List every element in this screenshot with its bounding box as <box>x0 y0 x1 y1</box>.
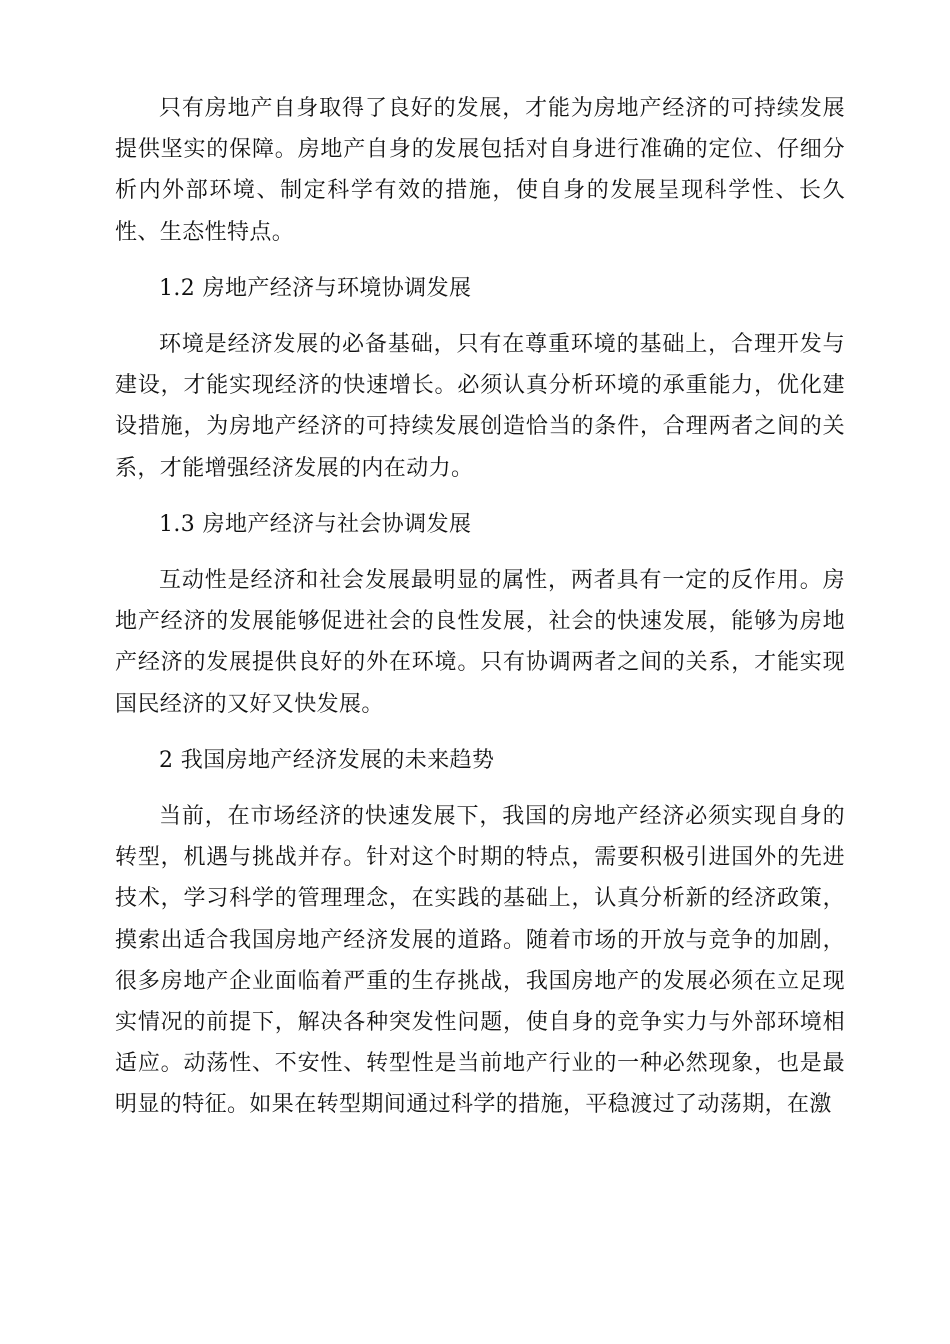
paragraph-society: 互动性是经济和社会发展最明显的属性，两者具有一定的反作用。房地产经济的发展能够促进社会的良性发展，社会的快速发展，能够为房地产经济的发展提供良好的外在环境。只有协调两者之间的关系，才能实现国民经济的又好又快发展。 <box>115 568 845 717</box>
document-body <box>115 88 845 1141</box>
section-heading-1-2: 1.2 房地产经济与环境协调发展 <box>159 275 472 301</box>
paragraph-sustainable-self-development: 只有房地产自身取得了良好的发展，才能为房地产经济的可持续发展提供坚实的保障。房地产自身的发展包括对自身进行准确的定位、仔细分析内外部环境、制定科学有效的措施，使自身的发展呈现科学性、长久性、生态性特点。 <box>115 96 845 245</box>
section-heading-1-3: 1.3 房地产经济与社会协调发展 <box>159 511 472 537</box>
section-heading-2: 2 我国房地产经济发展的未来趋势 <box>159 747 495 773</box>
paragraph-future-trend: 当前，在市场经济的快速发展下，我国的房地产经济必须实现自身的转型，机遇与挑战并存。针对这个时期的特点，需要积极引进国外的先进技术，学习科学的管理理念，在实践的基础上，认真分析新的经济政策，摸索出适合我国房地产经济发展的道路。随着市场的开放与竞争的加剧，很多房地产企业面临着严重的生存挑战，我国房地产的发展必须在立足现实情况的前提下，解决各种突发性问题，使自身的竞争实力与外部环境相适应。动荡性、不安性、转型性是当前地产行业的一种必然现象，也是最明显的特征。如果在转型期间通过科学的措施，平稳渡过了动荡期，在激 <box>115 804 845 1118</box>
paragraph-environment: 环境是经济发展的必备基础，只有在尊重环境的基础上，合理开发与建设，才能实现经济的快速增长。必须认真分析环境的承重能力，优化建设措施，为房地产经济的可持续发展创造恰当的条件，合理两者之间的关系，才能增强经济发展的内在动力。 <box>115 332 845 481</box>
